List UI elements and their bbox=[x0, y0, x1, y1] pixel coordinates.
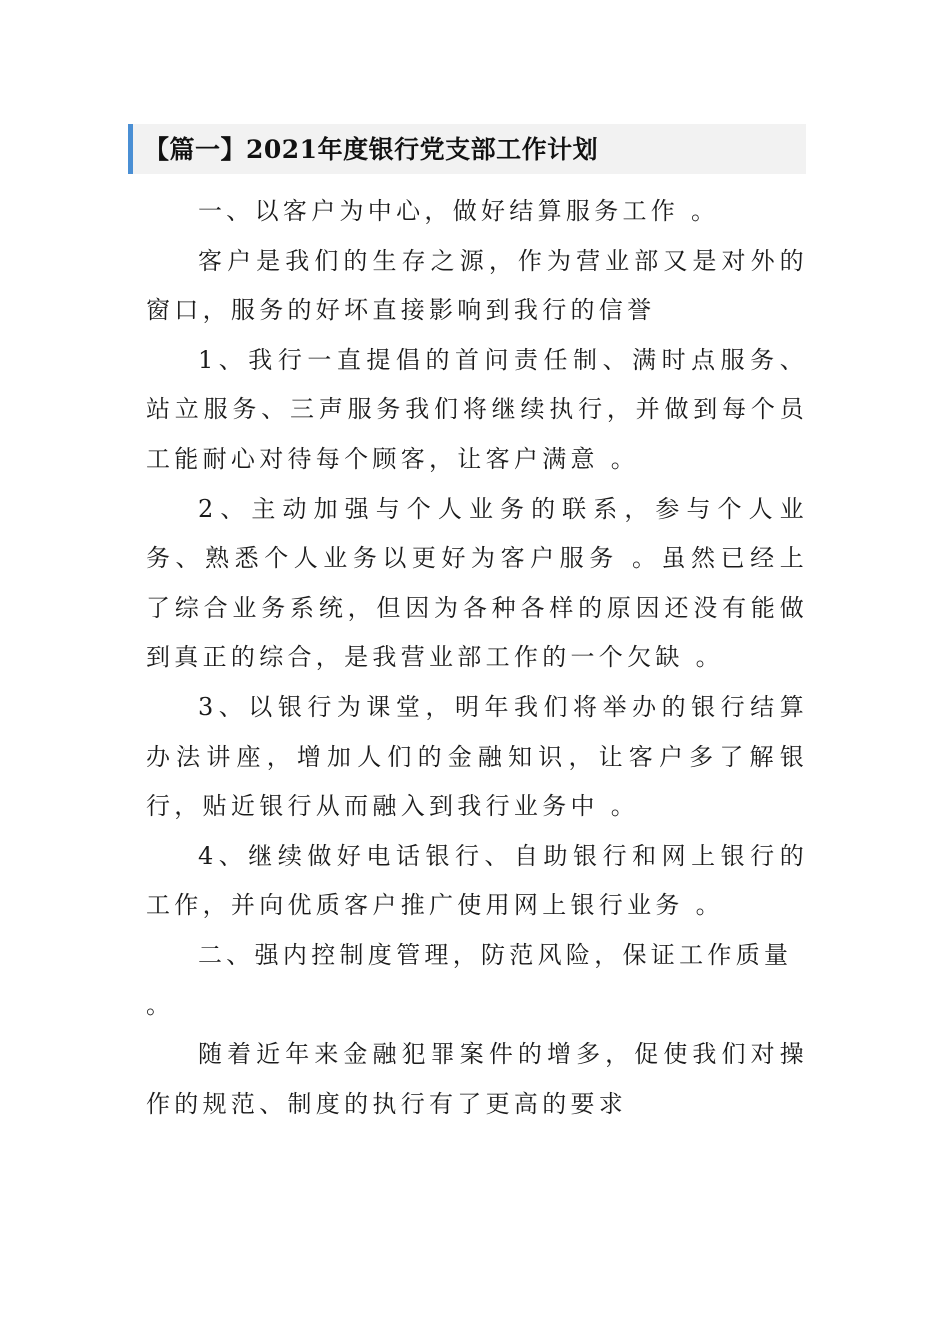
paragraph-item-4: 4、继续做好电话银行、自助银行和网上银行的工作，并向优质客户推广使用网上银行业务 。 bbox=[146, 841, 808, 920]
paragraph-customer-intro: 客户是我们的生存之源，作为营业部又是对外的窗口，服务的好坏直接影响到我行的信誉 bbox=[146, 246, 808, 325]
heading-accent-bar bbox=[128, 124, 133, 174]
paragraph-risk-intro: 随着近年来金融犯罪案件的增多，促使我们对操作的规范、制度的执行有了更高的要求 bbox=[146, 1040, 808, 1118]
section-heading bbox=[128, 124, 806, 174]
paragraph-section-two-heading: 二、强内控制度管理，防范风险，保证工作质量 。 bbox=[146, 940, 793, 1019]
section-title: 【篇一】2021年度银行党支部工作计划 bbox=[144, 135, 599, 164]
paragraph-section-one-heading: 一、以客户为中心，做好结算服务工作 。 bbox=[198, 197, 720, 225]
document-body bbox=[146, 187, 808, 1129]
paragraph-item-2: 2、主动加强与个人业务的联系，参与个人业务、熟悉个人业务以更好为客户服务 。虽然已经上了综合业务系统，但因为各种各样的原因还没有能做到真正的综合，是我营业部工作的一个欠缺 。 bbox=[146, 494, 808, 672]
paragraph-item-1: 1、我行一直提倡的首问责任制、满时点服务、站立服务、三声服务我们将继续执行，并做到每个员工能耐心对待每个顾客，让客户满意 。 bbox=[146, 345, 808, 473]
paragraph-item-3: 3、以银行为课堂，明年我们将举办的银行结算办法讲座，增加人们的金融知识，让客户多了解银行，贴近银行从而融入到我行业务中 。 bbox=[146, 692, 808, 821]
